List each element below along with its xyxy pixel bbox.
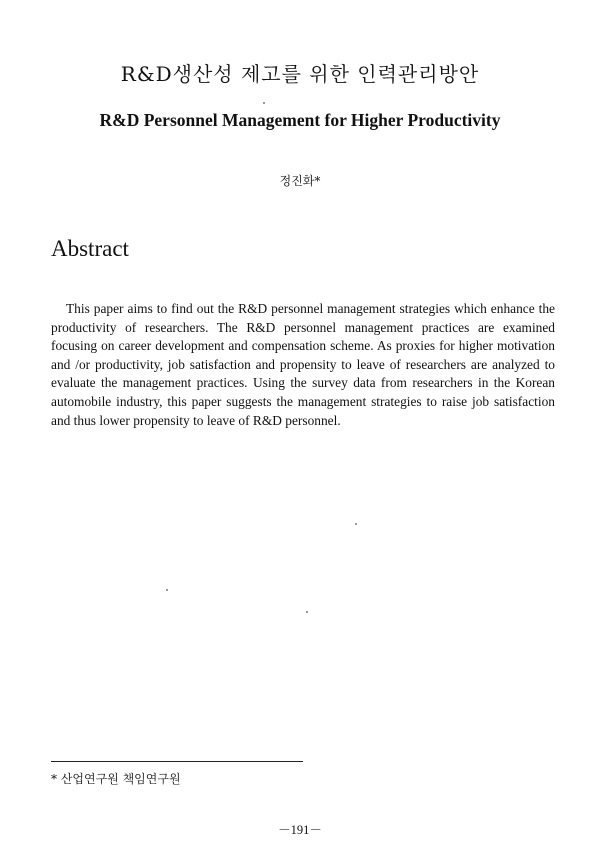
abstract-text: This paper aims to find out the R&D personnel management strategies which enhance the productivity of researchers. The R&D personnel management practices are examined focusing on career development and compensation scheme. As proxies for higher motivation and /or productivity, job satisfaction and propensity to leave of researchers are analyzed to evaluate the management practices. Using the survey data from researchers in the Korean automobile industry, this paper suggests the management strategies to raise job satisfaction and thus lower propensity to leave of R&D personnel. [51, 301, 555, 428]
scan-speck [355, 523, 357, 525]
scan-speck [263, 102, 265, 104]
scan-speck [306, 611, 308, 613]
english-title: R&D Personnel Management for Higher Productivity [99, 110, 501, 130]
page-number: －191－ [278, 823, 322, 837]
scan-speck [166, 589, 168, 591]
korean-title: R&D생산성 제고를 위한 인력관리방안 [120, 62, 480, 86]
abstract-heading: Abstract [51, 236, 129, 261]
author-name: 정진화* [279, 174, 321, 188]
footnote-divider [51, 761, 303, 762]
author-affiliation-footnote: * 산업연구원 책임연구원 [51, 772, 181, 786]
